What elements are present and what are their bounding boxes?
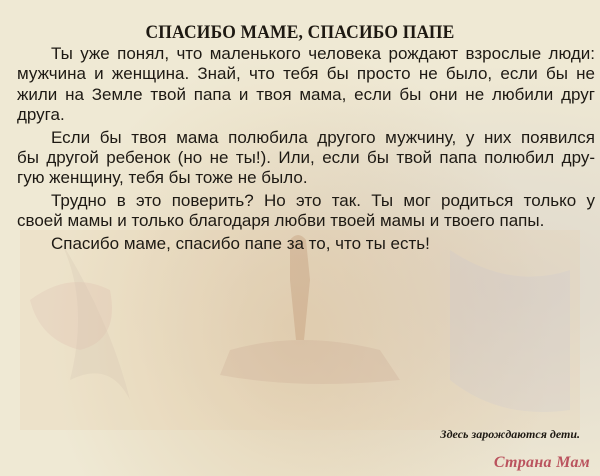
image-caption: Здесь зарождаются дети. [440,427,580,441]
text-line: Если бы твоя мама полюбила другого мужчину, у них появился [51,127,595,147]
article-body [17,44,595,256]
paragraph-3 [17,191,595,232]
site-watermark: Страна Мам [493,454,590,471]
text-line: Спасибо маме, спасибо папе за то, что ты есть! [51,233,430,253]
page-title: СПАСИБО МАМЕ, СПАСИБО ПАПЕ [145,22,455,43]
paragraph-4 [17,234,595,254]
text-line: гую женщину, тебя бы тоже не было. [17,168,308,188]
paragraph-2 [17,128,595,189]
text-line: мужчина и женщина. Знай, что тебя бы просто не было, если бы не [17,64,595,84]
text-line: своей мамы и только благодаря любви твоей мамы и твоего папы. [17,211,545,231]
text-line: бы другой ребенок (но не ты!). Или, если бы твой папа полюбил дру- [17,148,595,168]
text-line: жили на Земле твой папа и твоя мама, если бы они не любили друг [17,84,595,104]
text-line: друга. [17,105,65,125]
text-line: Ты уже понял, что маленького человека рождают взрослые люди: [51,44,595,63]
text-line: Трудно в это поверить? Но это так. Ты мог родиться только у [51,190,595,210]
paragraph-1 [17,44,595,126]
